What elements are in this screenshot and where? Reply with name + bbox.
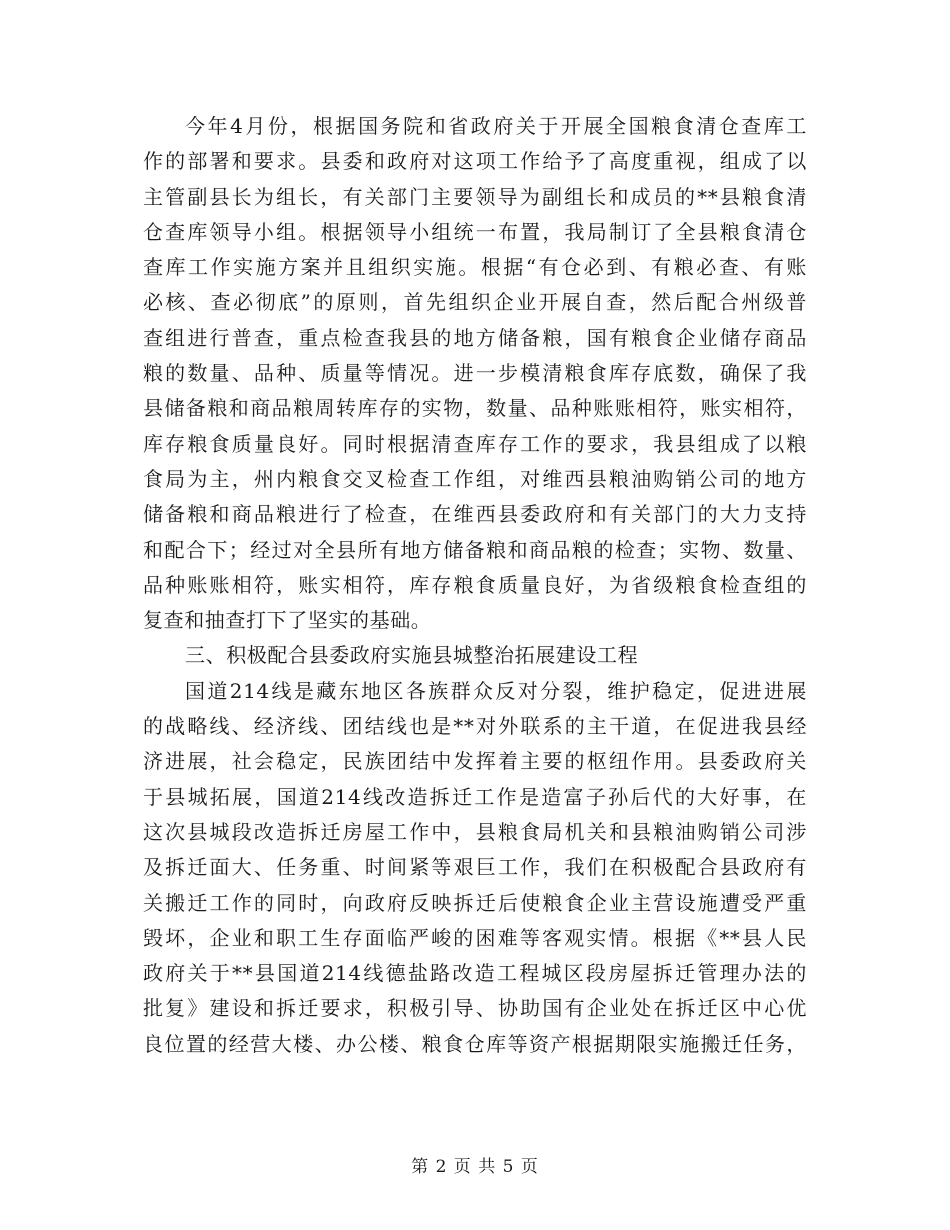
- document-body: [143, 109, 807, 1062]
- text-line: 查组进行普查，重点检查我县的地方储备粮，国有粮食企业储存商品: [143, 325, 807, 350]
- text-line: 毁坏，企业和职工生存面临严峻的困难等客观实情。根据《**县人民: [143, 925, 807, 950]
- text-line: 的战略线、经济线、团结线也是**对外联系的主干道，在促进我县经: [143, 714, 807, 739]
- text-line: 今年4月份，根据国务院和省政府关于开展全国粮食清仓查库工: [185, 114, 807, 138]
- text-line: 复查和抽查打下了坚实的基础。: [143, 608, 432, 633]
- text-line: 这次县城段改造拆迁房屋工作中，县粮食局机关和县粮油购销公司涉: [143, 819, 807, 844]
- text-line: 和配合下；经过对全县所有地方储备粮和商品粮的检查；实物、数量、: [143, 537, 807, 562]
- text-line: 仓查库领导小组。根据领导小组统一布置，我局制订了全县粮食清仓: [143, 219, 807, 244]
- text-line: 良位置的经营大楼、办公楼、粮食仓库等资产根据期限实施搬迁任务，: [143, 1031, 807, 1056]
- text-line: 库存粮食质量良好。同时根据清查库存工作的要求，我县组成了以粮: [143, 431, 807, 456]
- text-line: 政府关于**县国道214线德盐路改造工程城区段房屋拆迁管理办法的: [143, 961, 807, 986]
- text-line: 必核、查必彻底”的原则，首先组织企业开展自查，然后配合州级普: [143, 290, 807, 315]
- text-line: 储备粮和商品粮进行了检查，在维西县委政府和有关部门的大力支持: [143, 502, 807, 527]
- text-line: 批复》建设和拆迁要求，积极引导、协助国有企业处在拆迁区中心优: [143, 996, 807, 1021]
- text-line: 及拆迁面大、任务重、时间紧等艰巨工作，我们在积极配合县政府有: [143, 855, 807, 880]
- text-line: 济进展，社会稳定，民族团结中发挥着主要的枢纽作用。县委政府关: [143, 749, 807, 774]
- text-line: 粮的数量、品种、质量等情况。进一步模清粮食库存底数，确保了我: [143, 361, 807, 386]
- text-line: 作的部署和要求。县委和政府对这项工作给予了高度重视，组成了以: [143, 149, 807, 174]
- text-line: 县储备粮和商品粮周转库存的实物，数量、品种账账相符，账实相符，: [143, 396, 807, 421]
- text-line: 食局为主，州内粮食交叉检查工作组，对维西县粮油购销公司的地方: [143, 466, 807, 491]
- text-line: 国道214线是藏东地区各族群众反对分裂，维护稳定，促进进展: [185, 678, 807, 703]
- text-line: 关搬迁工作的同时，向政府反映拆迁后使粮食企业主营设施遭受严重: [143, 890, 807, 915]
- text-line: 主管副县长为组长，有关部门主要领导为副组长和成员的**县粮食清: [143, 184, 807, 209]
- text-line: 三、积极配合县委政府实施县城整治拓展建设工程: [185, 643, 639, 668]
- text-line: 查库工作实施方案并且组织实施。根据“有仓必到、有粮必查、有账: [143, 255, 807, 280]
- text-line: 品种账账相符，账实相符，库存粮食质量良好，为省级粮食检查组的: [143, 572, 807, 597]
- text-line: 于县城拓展，国道214线改造拆迁工作是造富子孙后代的大好事，在: [143, 784, 807, 809]
- page-footer: 第 2 页 共 5 页: [411, 1157, 539, 1177]
